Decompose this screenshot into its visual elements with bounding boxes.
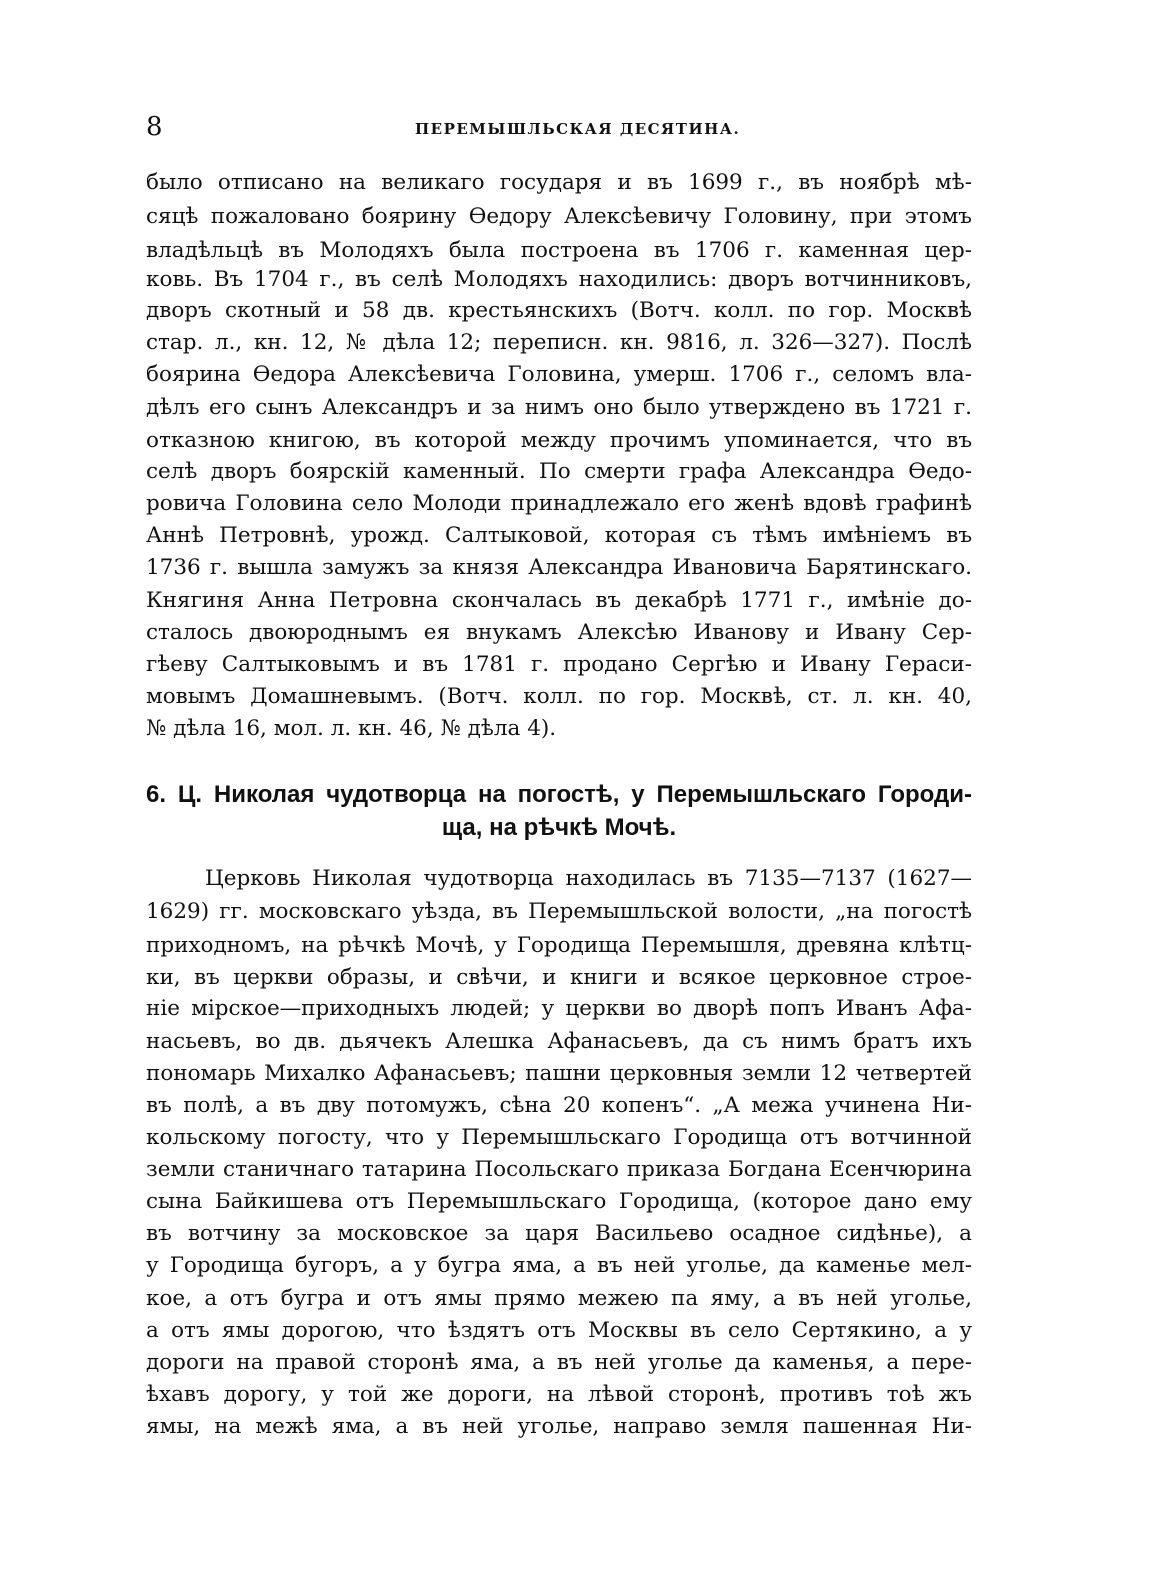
text-line: кольскому погосту, что у Перемышльскаго Городища отъ вотчинной [146, 1125, 972, 1150]
text-line: 1629) гг. московскаго уѣзда, въ Перемышльской волости, „на погостѣ [146, 899, 972, 924]
text-line: насьевъ, во дв. дьячекъ Алешка Афанасьевъ, да съ нимъ братъ ихъ [146, 1029, 972, 1054]
text-line: у Городища бугоръ, а у бугра яма, а въ ней уголье, да каменье мел- [146, 1253, 972, 1278]
text-line: въ полѣ, а въ дву потомужъ, сѣна 20 копенъ“. „А межа учинена Ни- [146, 1093, 972, 1118]
text-line: въ вотчину за московское за царя Васильево осадное сидѣнье), а [146, 1221, 972, 1246]
text-line: селѣ дворъ боярскій каменный. По смерти графа Александра Ѳедо- [146, 459, 972, 484]
text-line: ковь. Въ 1704 г., въ селѣ Молодяхъ находились: дворъ вотчинниковъ, [146, 267, 972, 292]
text-line: ровича Головина село Молоди принадлежало его женѣ вдовѣ графинѣ [146, 491, 972, 516]
text-line: сталось двоюроднымъ ея внукамъ Алексѣю Иванову и Ивану Сер- [146, 620, 972, 645]
text-line: боярина Ѳедора Алексѣевича Головина, умерш. 1706 г., селомъ вла- [146, 362, 972, 387]
text-line: ки, въ церкви образы, и свѣчи, и книги и всякое церковное строе- [146, 965, 972, 990]
text-line: Княгиня Анна Петровна скончалась въ декабрѣ 1771 г., имѣніе до- [146, 588, 972, 613]
text-line: дороги на правой сторонѣ яма, а въ ней уголье да каменья, а пере- [146, 1350, 972, 1375]
section-heading-line1: 6. Ц. Николая чудотворца на погостѣ, у Перемышльскаго Городи- [146, 781, 972, 808]
text-line: земли станичнаго татарина Посольскаго приказа Богдана Есенчюрина [146, 1157, 972, 1182]
text-line: было отписано на великаго государя и въ 1699 г., въ ноябрѣ мѣ- [146, 170, 972, 195]
text-line: а отъ ямы дорогою, что ѣздятъ отъ Москвы въ село Сертякино, а у [146, 1318, 972, 1343]
running-title: ПЕРЕМЫШЛЬСКАЯ ДЕСЯТИНА. [415, 120, 741, 138]
text-line: сына Байкишева отъ Перемышльскаго Городища, (которое дано ему [146, 1189, 972, 1214]
text-line: владѣльцѣ въ Молодяхъ была построена въ 1706 г. каменная цер- [146, 238, 972, 263]
text-line: ямы, на межѣ яма, а въ ней уголье, направо земля пашенная Ни- [146, 1414, 972, 1439]
text-line: стар. л., кн. 12, № дѣла 12; переписн. кн. 9816, л. 326—327). Послѣ [146, 330, 972, 355]
text-line: Аннѣ Петровнѣ, урожд. Салтыковой, которая съ тѣмъ имѣніемъ въ [146, 523, 972, 548]
text-line: пономарь Михалко Афанасьевъ; пашни церковныя земли 12 четвертей [146, 1061, 972, 1086]
text-line: 1736 г. вышла замужъ за князя Александра Ивановича Барятинскаго. [146, 555, 972, 580]
text-line: ніе мірское—приходныхъ людей; у церкви во дворѣ попъ Иванъ Афа- [146, 996, 972, 1021]
text-line: № дѣла 16, мол. л. кн. 46, № дѣла 4). [146, 716, 557, 741]
text-line: отказною книгою, въ которой между прочимъ упоминается, что въ [146, 428, 972, 453]
text-line: дѣлъ его сынъ Александръ и за нимъ оно было утверждено въ 1721 г. [146, 395, 972, 420]
section-heading-line2: ща, на рѣчкѣ Мочѣ. [441, 814, 677, 841]
text-line: Церковь Николая чудотворца находилась въ 7135—7137 (1627— [205, 866, 972, 891]
text-line: ѣхавъ дорогу, у той же дороги, на лѣвой сторонѣ, противъ тоѣ жъ [146, 1382, 972, 1407]
text-line: приходномъ, на рѣчкѣ Мочѣ, у Городища Перемышля, древяна клѣтц- [146, 933, 972, 958]
text-line: кое, а отъ бугра и отъ ямы прямо межею па яму, а въ ней уголье, [146, 1286, 972, 1311]
text-line: гѣеву Салтыковымъ и въ 1781 г. продано Сергѣю и Ивану Гераси- [146, 652, 972, 677]
text-line: сяцѣ пожаловано боярину Ѳедору Алексѣевичу Головину, при этомъ [146, 204, 972, 229]
page-number: 8 [146, 112, 163, 142]
text-line: мовымъ Домашневымъ. (Вотч. колл. по гор. Москвѣ, ст. л. кн. 40, [146, 684, 972, 709]
text-line: дворъ скотный и 58 дв. крестьянскихъ (Вотч. колл. по гор. Москвѣ [146, 298, 972, 323]
